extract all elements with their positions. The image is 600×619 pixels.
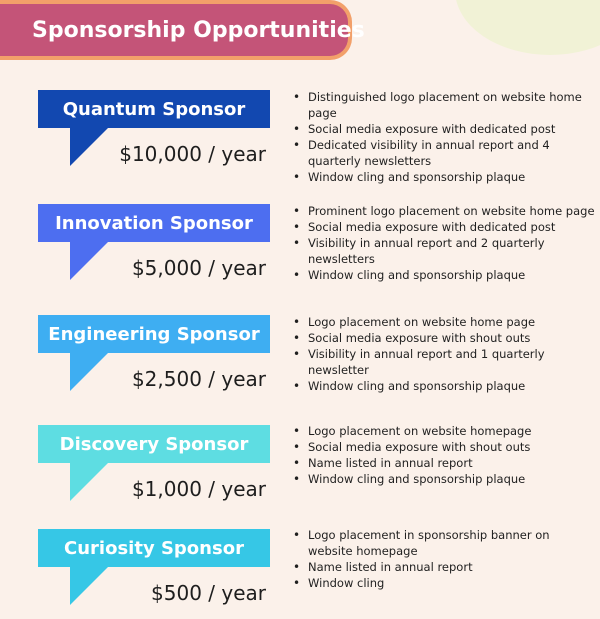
tier-name: Discovery Sponsor xyxy=(59,433,249,455)
benefit-item: • Social media exposure with dedicated post xyxy=(290,121,595,137)
tier-benefits-list xyxy=(290,203,595,283)
benefit-item: • Window cling xyxy=(290,575,595,591)
page-title: Sponsorship Opportunities xyxy=(0,0,352,60)
tier-quantum xyxy=(38,90,270,180)
benefit-item: • Visibility in annual report and 1 quarterly newsletter xyxy=(290,346,595,378)
benefit-item: • Logo placement on website homepage xyxy=(290,423,595,439)
tier-benefits-list xyxy=(290,423,595,487)
tier-price: $10,000 / year xyxy=(119,142,266,166)
benefit-item: • Social media exposure with shout outs xyxy=(290,330,595,346)
tier-engineering xyxy=(38,315,270,405)
tier-price: $1,000 / year xyxy=(131,477,266,501)
tier-benefits-list xyxy=(290,89,595,185)
benefit-item: • Dedicated visibility in annual report and 4 quarterly newsletters xyxy=(290,137,595,169)
tier-name: Engineering Sponsor xyxy=(48,323,260,345)
tier-benefits-list xyxy=(290,314,595,394)
benefit-item: • Logo placement on website home page xyxy=(290,314,595,330)
tier-curiosity xyxy=(38,529,270,619)
benefit-item: • Window cling and sponsorship plaque xyxy=(290,169,595,185)
tier-price: $5,000 / year xyxy=(131,256,266,280)
tier-name: Innovation Sponsor xyxy=(55,212,253,234)
tier-benefits-list xyxy=(290,527,595,591)
benefit-item: • Distinguished logo placement on website home page xyxy=(290,89,595,121)
tier-name: Quantum Sponsor xyxy=(62,98,246,120)
decorative-circle xyxy=(455,0,600,55)
benefit-item: • Name listed in annual report xyxy=(290,559,595,575)
benefit-item: • Window cling and sponsorship plaque xyxy=(290,471,595,487)
benefit-item: • Window cling and sponsorship plaque xyxy=(290,267,595,283)
tier-name: Curiosity Sponsor xyxy=(64,537,244,559)
benefit-item: • Name listed in annual report xyxy=(290,455,595,471)
benefit-item: • Visibility in annual report and 2 quarterly newsletters xyxy=(290,235,595,267)
benefit-item: • Social media exposure with dedicated post xyxy=(290,219,595,235)
tier-price: $2,500 / year xyxy=(131,367,266,391)
tier-price: $500 / year xyxy=(151,581,266,605)
benefit-item: • Logo placement in sponsorship banner on website homepage xyxy=(290,527,595,559)
tier-discovery xyxy=(38,425,270,515)
benefit-item: • Social media exposure with shout outs xyxy=(290,439,595,455)
benefit-item: • Prominent logo placement on website home page xyxy=(290,203,595,219)
benefit-item: • Window cling and sponsorship plaque xyxy=(290,378,595,394)
tier-innovation xyxy=(38,204,270,294)
